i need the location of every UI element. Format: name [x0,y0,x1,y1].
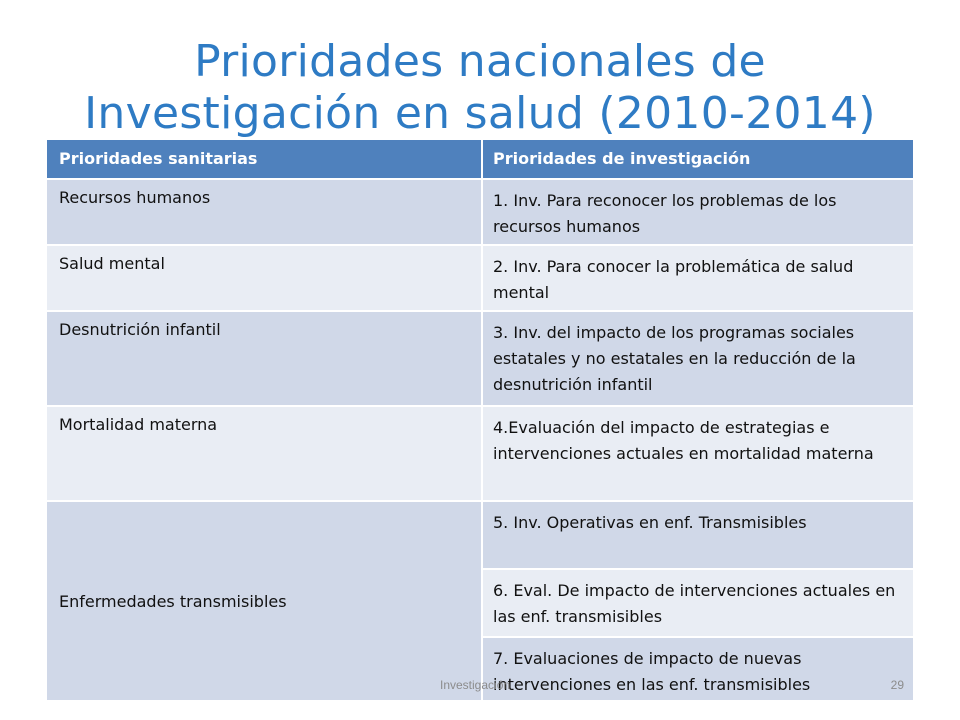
slide-title [40,36,920,140]
header-prioridades-investigacion: Prioridades de investigación [481,140,913,178]
cell-investigacion: 3. Inv. del impacto de los programas sociales estatales y no estatales en la reducción de la desnutrición infantil [481,312,913,405]
table-row [47,244,913,310]
investigacion-stack [481,502,913,700]
cell-sanitaria: Desnutrición infantil [59,320,221,339]
cell-investigacion: 6. Eval. De impacto de intervenciones actuales en las enf. transmisibles [483,568,913,636]
cell-enfermedades-transmisibles: Enfermedades transmisibles [47,502,481,700]
title-line-2: Investigación en salud (2010-2014) [84,88,876,139]
cell-sanitaria: Recursos humanos [59,188,211,207]
table-row [47,310,913,405]
title-line-1: Prioridades nacionales de [194,36,766,87]
page-number: 29 [890,678,904,692]
cell-sanitaria: Mortalidad materna [59,415,218,434]
table-row [47,178,913,244]
header-prioridades-sanitarias: Prioridades sanitarias [59,149,258,168]
table-row-merged [47,500,913,700]
table-row [47,405,913,500]
cell-investigacion: 7. Evaluaciones de impacto de nuevas intervenciones en las enf. transmisibles [483,636,913,700]
cell-investigacion: 4.Evaluación del impacto de estrategias e intervenciones actuales en mortalidad materna [481,407,913,500]
cell-investigacion: 1. Inv. Para reconocer los problemas de los recursos humanos [481,180,913,244]
cell-investigacion: 5. Inv. Operativas en enf. Transmisibles [483,502,913,568]
cell-sanitaria: Salud mental [59,254,165,273]
footer-label: Investigación [440,678,511,692]
cell-investigacion: 2. Inv. Para conocer la problemática de salud mental [481,246,913,310]
table-header [47,140,913,178]
priorities-table [47,140,913,700]
